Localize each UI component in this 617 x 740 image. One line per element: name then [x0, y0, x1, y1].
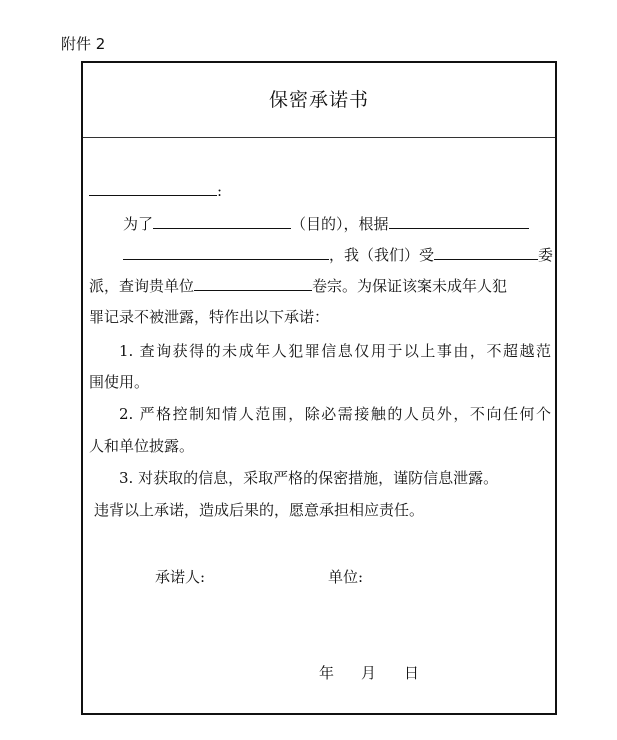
- query-suffix: 卷宗。为保证该案未成年人犯: [312, 277, 508, 295]
- pledge-item-2-line-2: 人和单位披露。: [89, 437, 195, 455]
- query-line: [89, 275, 551, 296]
- entrusting-party-blank: [434, 244, 538, 260]
- date-year: 年: [319, 664, 335, 682]
- pledge-item-1-line-1: 1. 查询获得的未成年人犯罪信息仅用于以上事由，不超越范: [119, 342, 551, 360]
- pledge-item-1-line-2: 围使用。: [89, 373, 150, 391]
- breach-clause: 违背以上承诺，造成后果的，愿意承担相应责任。: [94, 501, 425, 519]
- document-title: 保密承诺书: [268, 89, 369, 111]
- purpose-label: （目的），根据: [291, 215, 389, 233]
- query-prefix: 派，查询贵单位: [89, 277, 195, 295]
- purpose-blank: [153, 213, 291, 229]
- recipient-blank: [89, 180, 217, 196]
- pledge-intro: 罪记录不被泄露，特作出以下承诺：: [89, 308, 330, 326]
- pledge-item-2-line-1: 2. 严格控制知情人范围，除必需接触的人员外，不向任何个: [119, 405, 551, 423]
- unit-label: 单位:: [328, 568, 364, 586]
- basis-continuation-blank: [123, 244, 329, 260]
- date-month: 月: [361, 664, 377, 682]
- signatory-label: 承诺人:: [155, 568, 206, 586]
- title-row: [83, 63, 555, 138]
- attachment-label: 附件 2: [61, 35, 106, 53]
- basis-blank: [389, 213, 529, 229]
- basis-line: [123, 244, 554, 265]
- pledge-item-3: 3. 对获取的信息，采取严格的保密措施，谨防信息泄露。: [119, 469, 499, 487]
- basis-suffix: 委: [538, 246, 554, 264]
- purpose-line: [123, 213, 551, 234]
- recipient-colon: :: [217, 182, 223, 200]
- date-day: 日: [404, 664, 420, 682]
- basis-mid: ，我（我们）受: [329, 246, 435, 264]
- purpose-prefix: 为了: [123, 215, 154, 233]
- recipient-line: [89, 180, 551, 201]
- unit-file-blank: [194, 275, 312, 291]
- pledge-document-frame: [81, 61, 557, 715]
